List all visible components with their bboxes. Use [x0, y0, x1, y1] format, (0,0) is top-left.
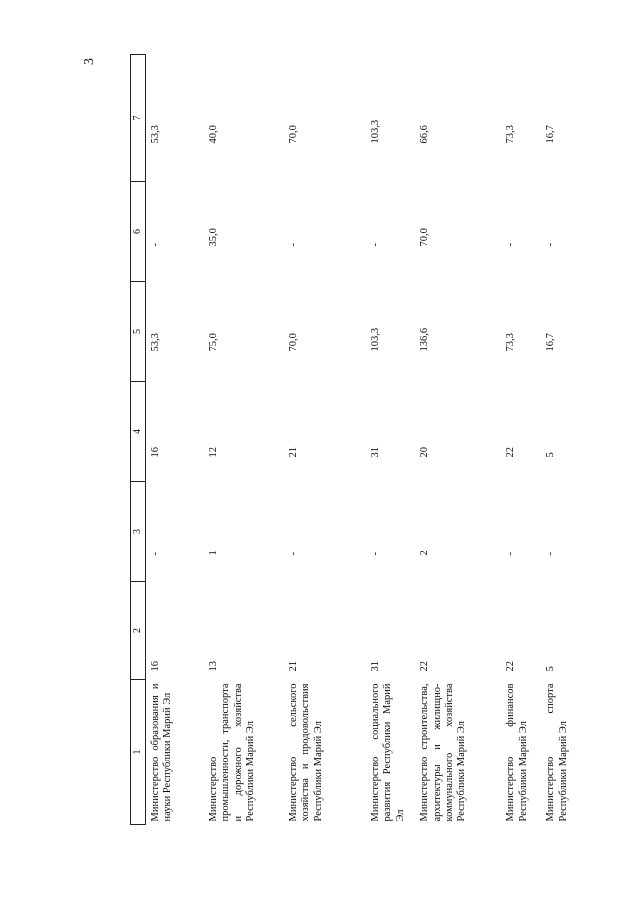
table-cell: - [288, 552, 299, 556]
page-number: 3 [82, 58, 97, 65]
table-cell: 20 [419, 447, 431, 458]
header-cell-5: 5 [131, 282, 146, 382]
table-cell: 103,3 [370, 119, 381, 144]
table-cell: 31 [370, 661, 381, 672]
table-cell: - [370, 243, 381, 247]
table-cell: 75,0 [208, 333, 219, 352]
table-cell: 16,7 [545, 333, 557, 352]
table-cell: - [150, 243, 161, 247]
header-cell-6: 6 [131, 182, 146, 282]
table-cell: 1 [208, 550, 219, 556]
header-cell-4: 4 [131, 382, 146, 482]
table-cell: - [545, 552, 557, 556]
table-cell: 22 [505, 661, 517, 672]
table-cell: - [288, 243, 299, 247]
table-row [415, 55, 501, 825]
table-cell: 22 [419, 661, 431, 672]
header-cell-7: 7 [131, 55, 146, 182]
ministry-name-cell: Министерство промышленности, транспорта и дорожного хозяйства Республики Марий Эл [208, 683, 257, 822]
table-cell: 22 [505, 447, 517, 458]
table-cell: 35,0 [208, 228, 219, 247]
ministry-name-cell: Министерство финансов Республики Марий Эл [505, 683, 529, 822]
table-cell: 21 [288, 661, 299, 672]
table-cell: 73,3 [505, 125, 517, 144]
ministry-name-cell: Министерство социального развития Республики Марий Эл [370, 683, 406, 822]
ministry-name-cell: Министерство строительства, архитектуры и жилищно-коммунального хозяйства Республики Марий Эл [419, 683, 468, 822]
table-cell: 12 [208, 447, 219, 458]
header-cell-3: 3 [131, 482, 146, 582]
table-row [501, 55, 541, 825]
table-row [284, 55, 366, 825]
table-cell: 66,6 [419, 125, 431, 144]
table-cell: 16 [150, 447, 161, 458]
header-cell-2: 2 [131, 582, 146, 680]
table-cell: 136,6 [419, 327, 431, 352]
table-cell: 70,0 [288, 125, 299, 144]
table-cell: 5 [545, 452, 557, 458]
table-cell: 40,0 [208, 125, 219, 144]
table-cell: 2 [419, 550, 431, 556]
table-cell: 70,0 [419, 228, 431, 247]
table-cell: - [150, 552, 161, 556]
ministries-table [130, 54, 578, 825]
rotated-table-container [130, 55, 600, 825]
table-cell: 70,0 [288, 333, 299, 352]
table-cell: 21 [288, 447, 299, 458]
table-row [541, 55, 578, 825]
table-cell: 31 [370, 447, 381, 458]
table-cell: 73,3 [505, 333, 517, 352]
ministry-name-cell: Министерство сельского хозяйства и продовольствия Республики Марий Эл [288, 683, 324, 822]
table-cell: - [370, 552, 381, 556]
table-header-row [131, 55, 146, 825]
ministry-name-cell: Министерство образования и науки Республики Марий Эл [150, 683, 174, 822]
table-cell: - [545, 243, 557, 247]
table-cell: - [505, 243, 517, 247]
table-cell: 13 [208, 661, 219, 672]
table-cell: - [505, 552, 517, 556]
header-cell-1: 1 [131, 680, 146, 825]
table-cell: 16,7 [545, 125, 557, 144]
table-cell: 103,3 [370, 327, 381, 352]
table-cell: 53,3 [150, 333, 161, 352]
ministry-name-cell: Министерство спорта Республики Марий Эл [545, 683, 569, 822]
table-cell: 16 [150, 661, 161, 672]
table-row [146, 55, 205, 825]
table-cell: 5 [545, 666, 557, 672]
table-row [366, 55, 415, 825]
table-cell: 53,3 [150, 125, 161, 144]
table-row [204, 55, 284, 825]
